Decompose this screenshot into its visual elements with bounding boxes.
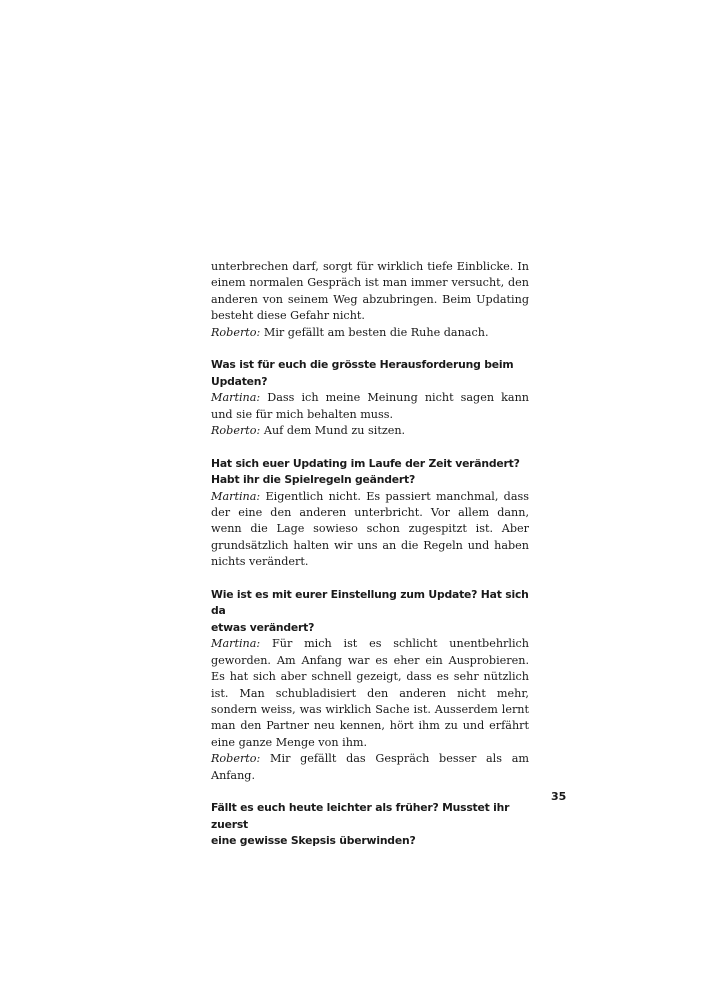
question-heading <box>211 456 529 489</box>
question-line: Fällt es euch heute leichter als früher? Musstet ihr zuerst <box>211 801 510 831</box>
question-heading <box>211 800 529 849</box>
answer-martina <box>211 636 529 751</box>
question-line: Was ist für euch die grösste Herausforderung beim Updaten? <box>211 358 514 388</box>
speaker-name: Martina: <box>211 637 261 651</box>
question-line: etwas verändert? <box>211 620 315 634</box>
speaker-name: Martina: <box>211 489 261 503</box>
paragraph-intro <box>211 259 529 325</box>
answer-martina <box>211 390 529 423</box>
answer-martina <box>211 489 529 571</box>
interview-text <box>211 259 529 850</box>
question-line: Habt ihr die Spielregeln geändert? <box>211 473 416 487</box>
question-heading <box>211 357 529 390</box>
answer-text: Dass ich meine Meinung nicht sagen kann und sie für mich behalten muss. <box>211 391 529 421</box>
question-line: eine gewisse Skepsis überwinden? <box>211 834 416 848</box>
answer-text: Mir gefällt das Gespräch besser als am Anfang. <box>211 752 529 782</box>
page-number: 35 <box>551 790 567 803</box>
answer-text: Mir gefällt am besten die Ruhe danach. <box>263 325 489 339</box>
speaker-name: Roberto: <box>211 325 261 339</box>
answer-text: Für mich ist es schlicht unentbehrlich geworden. Am Anfang war es eher ein Ausprobieren. Es hat sich aber schnell gezeigt, dass es sehr nützlich ist. Man schubladisiert den anderen nicht mehr, sondern weiss, was wirklich Sache ist. Ausserdem lernt man den Partner neu kennen, hört ihm zu und erfährt eine ganze Menge von ihm. <box>211 637 529 749</box>
speaker-name: Roberto: <box>211 752 261 766</box>
speaker-name: Roberto: <box>211 424 261 438</box>
answer-roberto <box>211 423 529 439</box>
paragraph-text: unterbrechen darf, sorgt für wirklich tiefe Einblicke. In einem normalen Gespräch ist man immer versucht, den anderen von seinem Weg abzubringen. Beim Updating besteht diese Gefahr nicht. <box>211 260 529 323</box>
question-heading <box>211 587 529 636</box>
answer-roberto <box>211 751 529 784</box>
answer-text: Eigentlich nicht. Es passiert manchmal, dass der eine den anderen unterbricht. Vor allem dann, wenn die Lage sowieso schon zugespitzt ist. Aber grundsätzlich halten wir uns an die Regeln und haben nichts verändert. <box>211 489 529 569</box>
question-line: Hat sich euer Updating im Laufe der Zeit verändert? <box>211 456 520 470</box>
answer-roberto <box>211 325 529 341</box>
speaker-name: Martina: <box>211 391 261 405</box>
answer-text: Auf dem Mund zu sitzen. <box>263 424 406 438</box>
question-line: Wie ist es mit eurer Einstellung zum Update? Hat sich da <box>211 588 529 618</box>
